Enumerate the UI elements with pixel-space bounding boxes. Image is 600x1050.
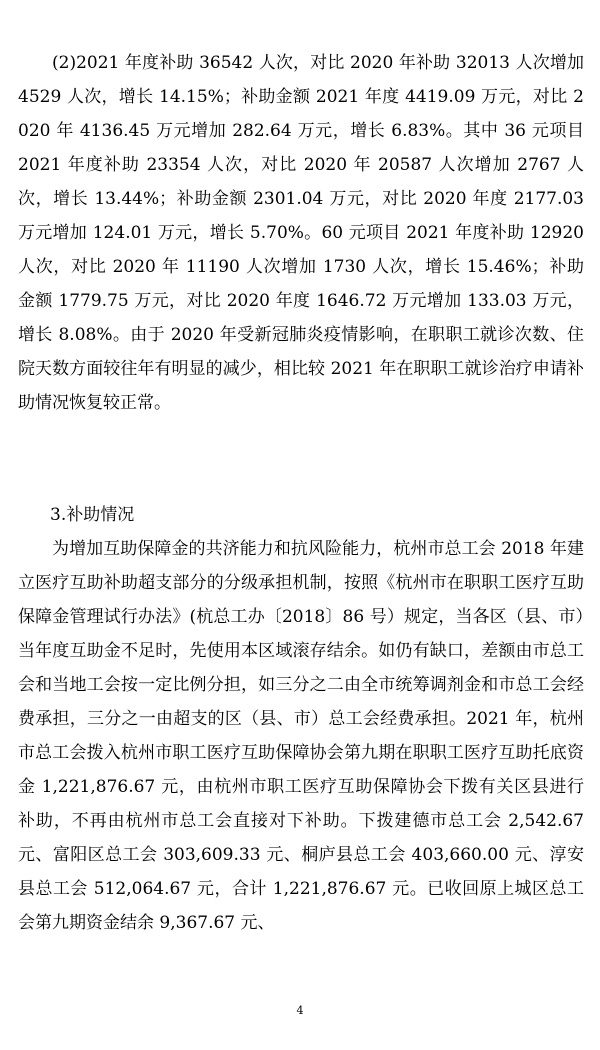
section-heading-subsidy-situation: 3.补助情况 xyxy=(50,505,135,525)
paragraph-subsidy-mechanism: 为增加互助保障金的共济能力和抗风险能力，杭州市总工会 2018 年建立医疗互助补助超支部分的分级承担机制，按照《杭州市在职职工医疗互助保障金管理试行办法》(杭总工办〔2018〕86 号）规定，当各区（县、市）当年度互助金不足时，先使用本区域滚存结余。如仍有缺口，差额由市总工会和当地工会按一定比例分担，如三分之二由全市统筹调剂金和市总工会经费承担，三分之一由超支的区（县、市）总工会经费承担。2021 年，杭州市总工会拨入杭州市职工医疗互助保障协会第九期在职职工医疗互助托底资金 1,221,876.67 元，由杭州市职工医疗互助保障协会下拨有关区县进行补助，不再由杭州市总工会直接对下补助。下拨建德市总工会 2,542.67 元、富阳区总工会 303,609.33 元、桐庐县总工会 403,660.00 元、淳安县总工会 512,064.67 元，合计 1,221,876.67 元。已收回原上城区总工会第九期资金结余 9,367.67 元、 xyxy=(18,539,584,933)
page-number: 4 xyxy=(296,1004,304,1017)
paragraph-subsidy-statistics: (2)2021 年度补助 36542 人次，对比 2020 年补助 32013 人次增加 4529 人次，增长 14.15%；补助金额 2021 年度 4419.09 万元，对比 2020 年 4136.45 万元增加 282.64 万元，增长 6.83%。其中 36 元项目 2021 年度补助 23354 人次，对比 2020 年 20587 人次增加 2767 人次，增长 13.44%；补助金额 2301.04 万元，对比 2020 年度 2177.03 万元增加 124.01 万元，增长 5.70%。60 元项目 2021 年度补助 12920 人次，对比 2020 年 11190 人次增加 1730 人次，增长 15.46%；补助金额 1779.75 万元，对比 2020 年度 1646.72 万元增加 133.03 万元，增长 8.08%。由于 2020 年受新冠肺炎疫情影响，在职职工就诊次数、住院天数方面较往年有明显的减少，相比较 2021 年在职职工就诊治疗申请补助情况恢复较正常。 xyxy=(18,53,584,413)
